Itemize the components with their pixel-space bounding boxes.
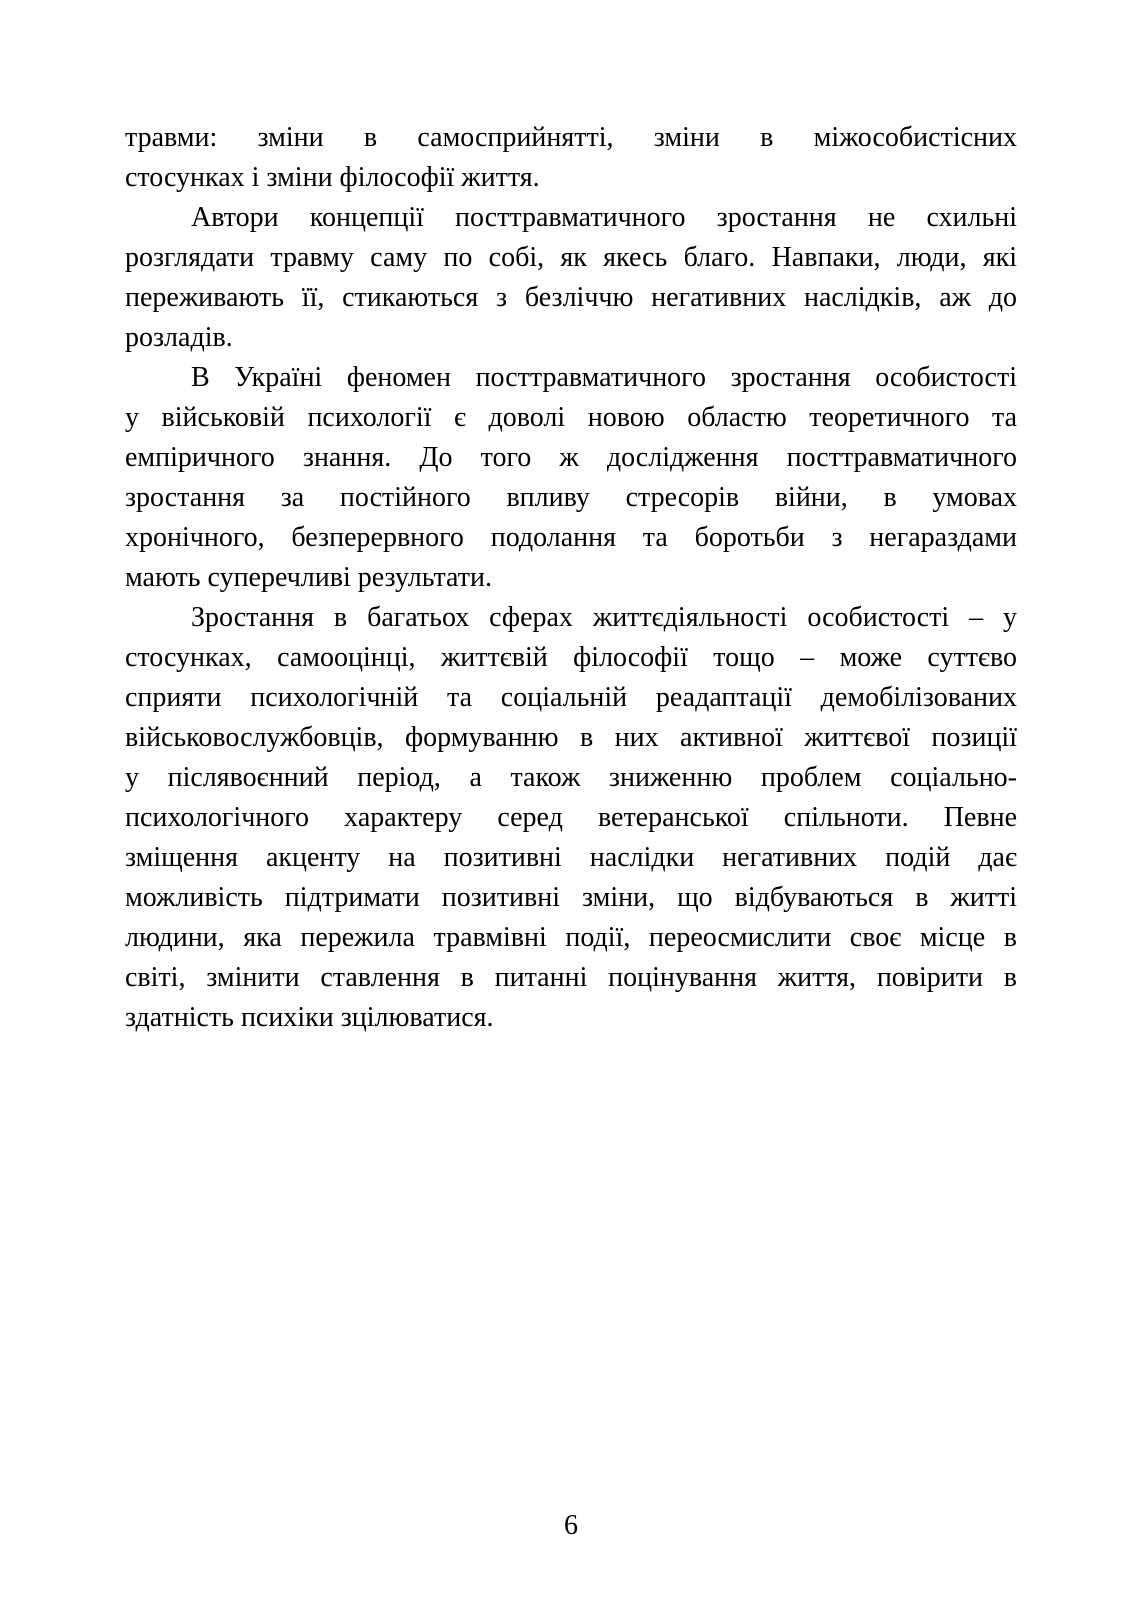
text-line: стосунках, самооцінці, життєвій філософії тощо – може суттєво <box>125 642 1017 673</box>
text-line: сприяти психологічній та соціальній реадаптації демобілізованих <box>125 682 1017 713</box>
text-line: можливість підтримати позитивні зміни, що відбуваються в житті <box>125 882 1017 913</box>
text-line: зростання за постійного впливу стресорів війни, в умовах <box>125 482 1017 513</box>
page-number: 6 <box>564 1510 578 1541</box>
paragraph <box>125 118 1017 198</box>
text-line: у післявоєнний період, а також зниженню проблем соціально- <box>125 762 1017 793</box>
text-line: Зростання в багатьох сферах життєдіяльності особистості – у <box>191 602 1017 633</box>
paragraph <box>125 358 1017 598</box>
text-line: у військовій психології є доволі новою областю теоретичного та <box>125 402 1017 433</box>
text-line: Автори концепції посттравматичного зростання не схильні <box>191 202 1017 233</box>
text-line: травми: зміни в самосприйнятті, зміни в міжособистісних <box>125 122 1017 153</box>
text-line: В Україні феномен посттравматичного зростання особистості <box>191 362 1017 393</box>
text-line: мають суперечливі результати. <box>125 562 492 593</box>
text-line: зміщення акценту на позитивні наслідки негативних подій дає <box>125 842 1017 873</box>
text-line: світі, змінити ставлення в питанні поцінування життя, повірити в <box>125 962 1017 993</box>
text-line: військовослужбовців, формуванню в них активної життєвої позиції <box>125 722 1017 753</box>
text-line: переживають її, стикаються з безліччю негативних наслідків, аж до <box>125 282 1017 313</box>
paragraph <box>125 198 1017 358</box>
text-line: людини, яка пережила травмівні події, переосмислити своє місце в <box>125 922 1017 953</box>
text-line: емпіричного знання. До того ж дослідження посттравматичного <box>125 442 1017 473</box>
text-line: розглядати травму саму по собі, як якесь благо. Навпаки, люди, які <box>125 242 1017 273</box>
text-line: психологічного характеру серед ветеранської спільноти. Певне <box>125 802 1017 833</box>
paragraph <box>125 598 1017 1038</box>
text-block <box>125 118 1017 1038</box>
text-line: здатність психіки зцілюватися. <box>125 1002 494 1033</box>
text-line: стосунках і зміни філософії життя. <box>125 162 540 193</box>
text-line: хронічного, безперервного подолання та боротьби з негараздами <box>125 522 1017 553</box>
text-line: розладів. <box>125 322 233 353</box>
